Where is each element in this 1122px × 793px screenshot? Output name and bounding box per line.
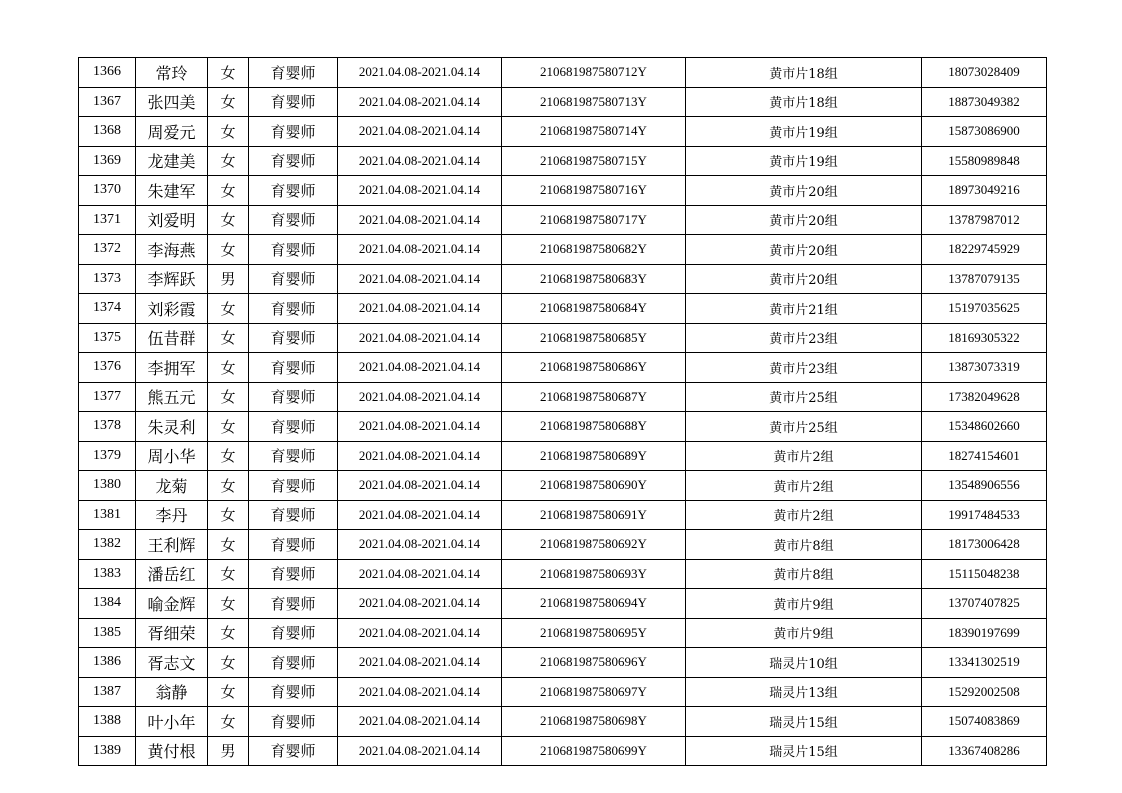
occupation-cell: 育婴师 (249, 235, 338, 265)
person-name-cell: 刘彩霞 (136, 294, 208, 324)
occupation-cell: 育婴师 (249, 58, 338, 88)
table-row (79, 235, 1047, 265)
village-group-cell: 黄市片2组 (686, 500, 922, 530)
gender-cell: 女 (208, 677, 249, 707)
training-period-cell: 2021.04.08-2021.04.14 (338, 353, 502, 383)
gender-cell: 女 (208, 323, 249, 353)
table-row (79, 589, 1047, 619)
occupation-cell: 育婴师 (249, 530, 338, 560)
village-group-cell: 黄市片25组 (686, 382, 922, 412)
village-group-cell: 黄市片8组 (686, 530, 922, 560)
village-group-cell: 黄市片8组 (686, 559, 922, 589)
id-number-cell: 210681987580692Y (502, 530, 686, 560)
table-row (79, 412, 1047, 442)
row-number-cell: 1366 (79, 58, 136, 88)
table-row (79, 264, 1047, 294)
table-row (79, 648, 1047, 678)
roster-body (79, 58, 1047, 766)
phone-number-cell: 13707407825 (922, 589, 1047, 619)
table-row (79, 294, 1047, 324)
id-number-cell: 210681987580698Y (502, 707, 686, 737)
person-name-cell: 周小华 (136, 441, 208, 471)
table-row (79, 677, 1047, 707)
training-period-cell: 2021.04.08-2021.04.14 (338, 176, 502, 206)
row-number-cell: 1368 (79, 117, 136, 147)
phone-number-cell: 18973049216 (922, 176, 1047, 206)
occupation-cell: 育婴师 (249, 648, 338, 678)
person-name-cell: 龙建美 (136, 146, 208, 176)
row-number-cell: 1373 (79, 264, 136, 294)
training-period-cell: 2021.04.08-2021.04.14 (338, 677, 502, 707)
person-name-cell: 李拥军 (136, 353, 208, 383)
table-row (79, 559, 1047, 589)
training-period-cell: 2021.04.08-2021.04.14 (338, 235, 502, 265)
person-name-cell: 胥细荣 (136, 618, 208, 648)
phone-number-cell: 18229745929 (922, 235, 1047, 265)
id-number-cell: 210681987580689Y (502, 441, 686, 471)
occupation-cell: 育婴师 (249, 736, 338, 766)
village-group-cell: 黄市片20组 (686, 235, 922, 265)
gender-cell: 女 (208, 205, 249, 235)
occupation-cell: 育婴师 (249, 176, 338, 206)
gender-cell: 女 (208, 530, 249, 560)
village-group-cell: 黄市片18组 (686, 58, 922, 88)
phone-number-cell: 18873049382 (922, 87, 1047, 117)
phone-number-cell: 15348602660 (922, 412, 1047, 442)
person-name-cell: 朱建军 (136, 176, 208, 206)
phone-number-cell: 18173006428 (922, 530, 1047, 560)
roster-table (78, 57, 1047, 766)
gender-cell: 女 (208, 382, 249, 412)
table-row (79, 176, 1047, 206)
id-number-cell: 210681987580695Y (502, 618, 686, 648)
row-number-cell: 1380 (79, 471, 136, 501)
gender-cell: 女 (208, 353, 249, 383)
training-period-cell: 2021.04.08-2021.04.14 (338, 382, 502, 412)
person-name-cell: 周爱元 (136, 117, 208, 147)
row-number-cell: 1379 (79, 441, 136, 471)
phone-number-cell: 13367408286 (922, 736, 1047, 766)
phone-number-cell: 18169305322 (922, 323, 1047, 353)
village-group-cell: 黄市片18组 (686, 87, 922, 117)
person-name-cell: 叶小年 (136, 707, 208, 737)
phone-number-cell: 13548906556 (922, 471, 1047, 501)
person-name-cell: 张四美 (136, 87, 208, 117)
village-group-cell: 瑞灵片10组 (686, 648, 922, 678)
gender-cell: 女 (208, 117, 249, 147)
training-period-cell: 2021.04.08-2021.04.14 (338, 117, 502, 147)
id-number-cell: 210681987580712Y (502, 58, 686, 88)
phone-number-cell: 18390197699 (922, 618, 1047, 648)
gender-cell: 女 (208, 618, 249, 648)
row-number-cell: 1370 (79, 176, 136, 206)
training-period-cell: 2021.04.08-2021.04.14 (338, 264, 502, 294)
row-number-cell: 1367 (79, 87, 136, 117)
gender-cell: 男 (208, 264, 249, 294)
table-row (79, 353, 1047, 383)
gender-cell: 女 (208, 500, 249, 530)
person-name-cell: 李海燕 (136, 235, 208, 265)
occupation-cell: 育婴师 (249, 353, 338, 383)
gender-cell: 女 (208, 707, 249, 737)
gender-cell: 女 (208, 559, 249, 589)
village-group-cell: 黄市片21组 (686, 294, 922, 324)
row-number-cell: 1375 (79, 323, 136, 353)
phone-number-cell: 13873073319 (922, 353, 1047, 383)
person-name-cell: 龙菊 (136, 471, 208, 501)
phone-number-cell: 19917484533 (922, 500, 1047, 530)
row-number-cell: 1374 (79, 294, 136, 324)
training-period-cell: 2021.04.08-2021.04.14 (338, 323, 502, 353)
phone-number-cell: 15873086900 (922, 117, 1047, 147)
table-row (79, 323, 1047, 353)
training-period-cell: 2021.04.08-2021.04.14 (338, 441, 502, 471)
village-group-cell: 黄市片2组 (686, 471, 922, 501)
occupation-cell: 育婴师 (249, 146, 338, 176)
id-number-cell: 210681987580693Y (502, 559, 686, 589)
village-group-cell: 瑞灵片13组 (686, 677, 922, 707)
training-period-cell: 2021.04.08-2021.04.14 (338, 58, 502, 88)
occupation-cell: 育婴师 (249, 117, 338, 147)
row-number-cell: 1381 (79, 500, 136, 530)
row-number-cell: 1387 (79, 677, 136, 707)
village-group-cell: 瑞灵片15组 (686, 736, 922, 766)
id-number-cell: 210681987580714Y (502, 117, 686, 147)
phone-number-cell: 13787079135 (922, 264, 1047, 294)
person-name-cell: 伍昔群 (136, 323, 208, 353)
person-name-cell: 喻金辉 (136, 589, 208, 619)
occupation-cell: 育婴师 (249, 205, 338, 235)
person-name-cell: 潘岳红 (136, 559, 208, 589)
person-name-cell: 李辉跃 (136, 264, 208, 294)
occupation-cell: 育婴师 (249, 382, 338, 412)
village-group-cell: 黄市片20组 (686, 176, 922, 206)
person-name-cell: 熊五元 (136, 382, 208, 412)
village-group-cell: 黄市片23组 (686, 353, 922, 383)
training-period-cell: 2021.04.08-2021.04.14 (338, 648, 502, 678)
phone-number-cell: 15580989848 (922, 146, 1047, 176)
table-row (79, 736, 1047, 766)
training-period-cell: 2021.04.08-2021.04.14 (338, 294, 502, 324)
training-period-cell: 2021.04.08-2021.04.14 (338, 471, 502, 501)
row-number-cell: 1371 (79, 205, 136, 235)
id-number-cell: 210681987580715Y (502, 146, 686, 176)
table-row (79, 382, 1047, 412)
gender-cell: 女 (208, 589, 249, 619)
village-group-cell: 黄市片19组 (686, 117, 922, 147)
gender-cell: 女 (208, 146, 249, 176)
occupation-cell: 育婴师 (249, 412, 338, 442)
gender-cell: 女 (208, 648, 249, 678)
id-number-cell: 210681987580697Y (502, 677, 686, 707)
gender-cell: 女 (208, 176, 249, 206)
table-row (79, 618, 1047, 648)
row-number-cell: 1372 (79, 235, 136, 265)
occupation-cell: 育婴师 (249, 441, 338, 471)
phone-number-cell: 15074083869 (922, 707, 1047, 737)
row-number-cell: 1385 (79, 618, 136, 648)
village-group-cell: 黄市片9组 (686, 589, 922, 619)
gender-cell: 女 (208, 441, 249, 471)
table-row (79, 87, 1047, 117)
row-number-cell: 1377 (79, 382, 136, 412)
person-name-cell: 翁静 (136, 677, 208, 707)
village-group-cell: 黄市片25组 (686, 412, 922, 442)
id-number-cell: 210681987580684Y (502, 294, 686, 324)
id-number-cell: 210681987580717Y (502, 205, 686, 235)
gender-cell: 女 (208, 471, 249, 501)
id-number-cell: 210681987580713Y (502, 87, 686, 117)
phone-number-cell: 15292002508 (922, 677, 1047, 707)
training-period-cell: 2021.04.08-2021.04.14 (338, 412, 502, 442)
gender-cell: 女 (208, 294, 249, 324)
table-row (79, 146, 1047, 176)
phone-number-cell: 13787987012 (922, 205, 1047, 235)
row-number-cell: 1369 (79, 146, 136, 176)
training-period-cell: 2021.04.08-2021.04.14 (338, 618, 502, 648)
table-row (79, 707, 1047, 737)
id-number-cell: 210681987580686Y (502, 353, 686, 383)
occupation-cell: 育婴师 (249, 87, 338, 117)
village-group-cell: 黄市片2组 (686, 441, 922, 471)
table-row (79, 530, 1047, 560)
person-name-cell: 王利辉 (136, 530, 208, 560)
id-number-cell: 210681987580683Y (502, 264, 686, 294)
village-group-cell: 黄市片20组 (686, 205, 922, 235)
id-number-cell: 210681987580696Y (502, 648, 686, 678)
training-period-cell: 2021.04.08-2021.04.14 (338, 589, 502, 619)
table-row (79, 441, 1047, 471)
training-period-cell: 2021.04.08-2021.04.14 (338, 205, 502, 235)
occupation-cell: 育婴师 (249, 471, 338, 501)
id-number-cell: 210681987580690Y (502, 471, 686, 501)
person-name-cell: 常玲 (136, 58, 208, 88)
gender-cell: 男 (208, 736, 249, 766)
person-name-cell: 黄付根 (136, 736, 208, 766)
training-period-cell: 2021.04.08-2021.04.14 (338, 146, 502, 176)
id-number-cell: 210681987580682Y (502, 235, 686, 265)
training-period-cell: 2021.04.08-2021.04.14 (338, 736, 502, 766)
gender-cell: 女 (208, 412, 249, 442)
village-group-cell: 黄市片9组 (686, 618, 922, 648)
phone-number-cell: 17382049628 (922, 382, 1047, 412)
occupation-cell: 育婴师 (249, 294, 338, 324)
phone-number-cell: 15115048238 (922, 559, 1047, 589)
row-number-cell: 1384 (79, 589, 136, 619)
person-name-cell: 李丹 (136, 500, 208, 530)
gender-cell: 女 (208, 58, 249, 88)
training-period-cell: 2021.04.08-2021.04.14 (338, 530, 502, 560)
row-number-cell: 1389 (79, 736, 136, 766)
id-number-cell: 210681987580688Y (502, 412, 686, 442)
training-period-cell: 2021.04.08-2021.04.14 (338, 87, 502, 117)
id-number-cell: 210681987580687Y (502, 382, 686, 412)
phone-number-cell: 18073028409 (922, 58, 1047, 88)
row-number-cell: 1378 (79, 412, 136, 442)
occupation-cell: 育婴师 (249, 707, 338, 737)
training-period-cell: 2021.04.08-2021.04.14 (338, 559, 502, 589)
id-number-cell: 210681987580685Y (502, 323, 686, 353)
id-number-cell: 210681987580699Y (502, 736, 686, 766)
occupation-cell: 育婴师 (249, 500, 338, 530)
gender-cell: 女 (208, 87, 249, 117)
training-period-cell: 2021.04.08-2021.04.14 (338, 707, 502, 737)
occupation-cell: 育婴师 (249, 264, 338, 294)
id-number-cell: 210681987580716Y (502, 176, 686, 206)
occupation-cell: 育婴师 (249, 559, 338, 589)
training-period-cell: 2021.04.08-2021.04.14 (338, 500, 502, 530)
table-row (79, 58, 1047, 88)
phone-number-cell: 18274154601 (922, 441, 1047, 471)
village-group-cell: 黄市片20组 (686, 264, 922, 294)
table-row (79, 205, 1047, 235)
occupation-cell: 育婴师 (249, 618, 338, 648)
row-number-cell: 1388 (79, 707, 136, 737)
village-group-cell: 黄市片19组 (686, 146, 922, 176)
occupation-cell: 育婴师 (249, 677, 338, 707)
row-number-cell: 1383 (79, 559, 136, 589)
row-number-cell: 1382 (79, 530, 136, 560)
row-number-cell: 1376 (79, 353, 136, 383)
person-name-cell: 胥志文 (136, 648, 208, 678)
phone-number-cell: 15197035625 (922, 294, 1047, 324)
id-number-cell: 210681987580691Y (502, 500, 686, 530)
person-name-cell: 刘爱明 (136, 205, 208, 235)
table-row (79, 500, 1047, 530)
row-number-cell: 1386 (79, 648, 136, 678)
gender-cell: 女 (208, 235, 249, 265)
village-group-cell: 黄市片23组 (686, 323, 922, 353)
occupation-cell: 育婴师 (249, 589, 338, 619)
table-row (79, 117, 1047, 147)
phone-number-cell: 13341302519 (922, 648, 1047, 678)
person-name-cell: 朱灵利 (136, 412, 208, 442)
id-number-cell: 210681987580694Y (502, 589, 686, 619)
village-group-cell: 瑞灵片15组 (686, 707, 922, 737)
table-row (79, 471, 1047, 501)
occupation-cell: 育婴师 (249, 323, 338, 353)
